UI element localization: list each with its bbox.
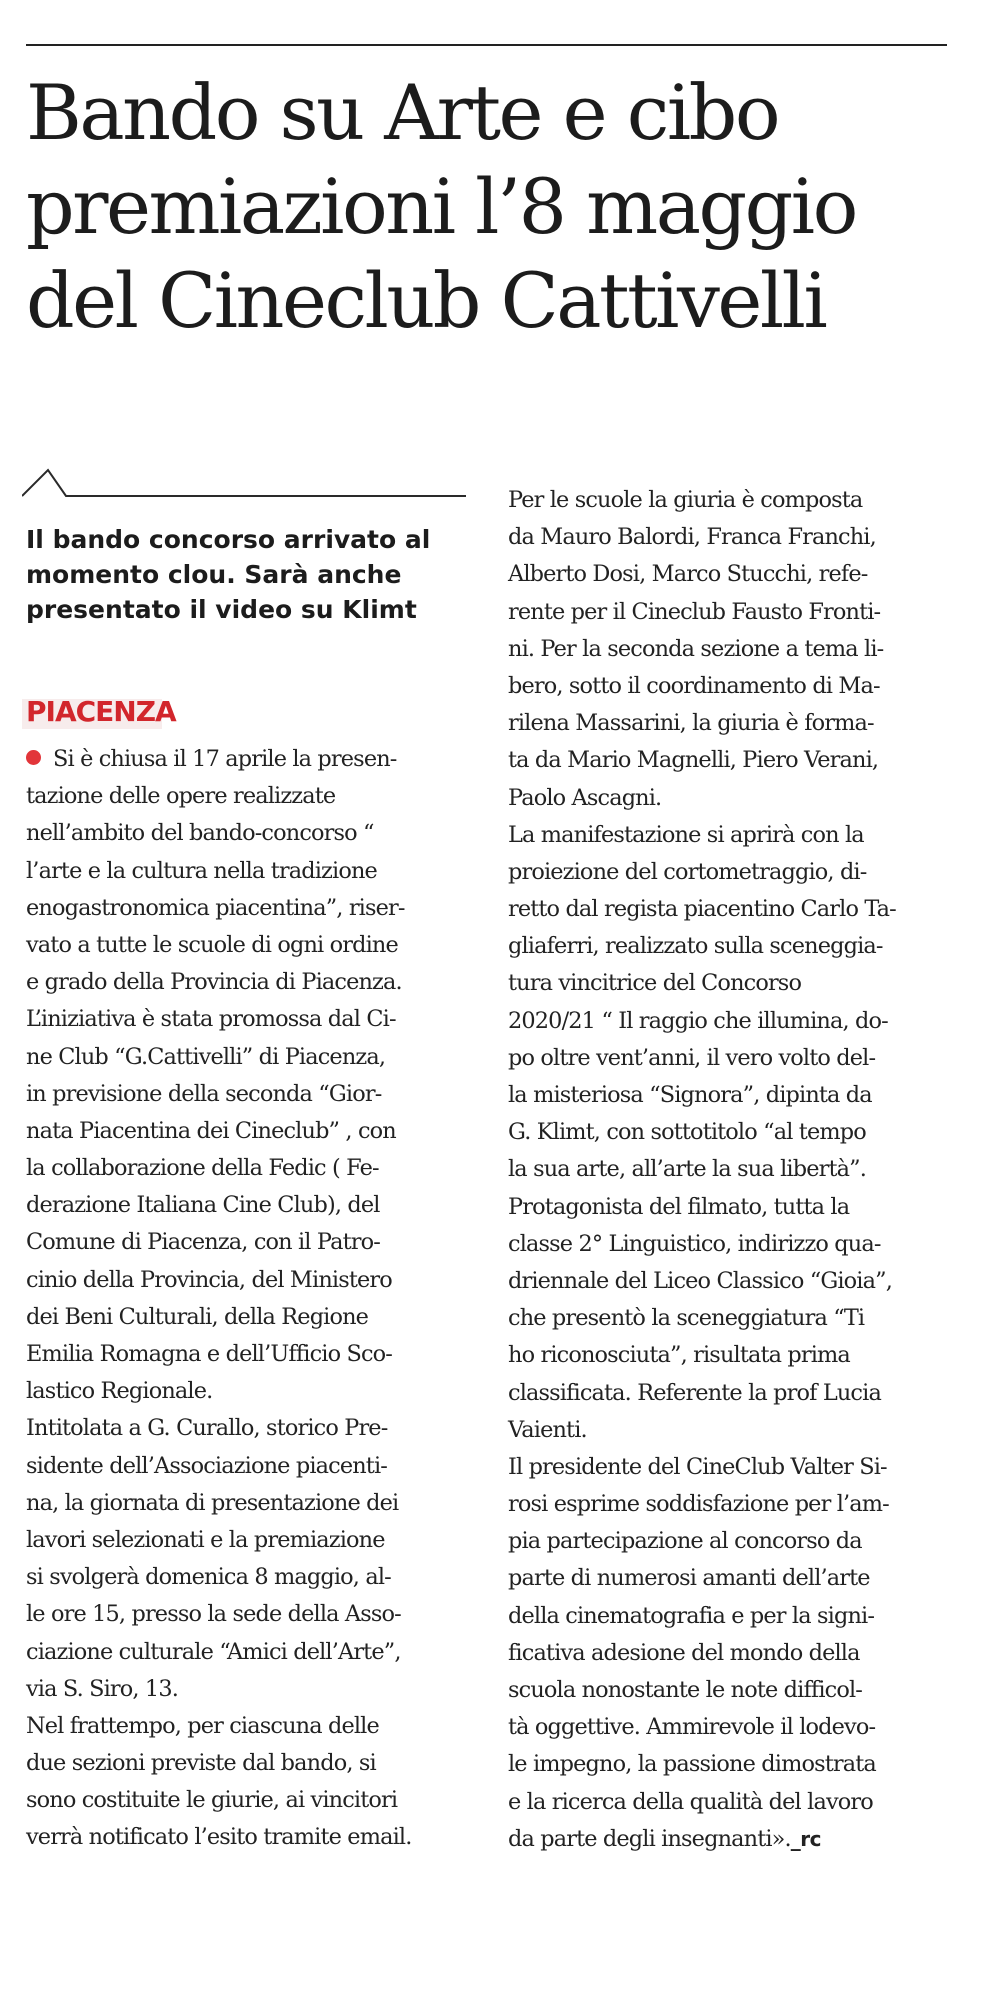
text-line-content: classificata. Referente la prof Lucia	[508, 1379, 881, 1406]
text-line-content: Emilia Romagna e dell’Ufficio Sco-	[26, 1341, 392, 1367]
text-line-content: lastico Regionale.	[26, 1378, 213, 1405]
text-line-content: 2020/21 “ Il raggio che illumina, do-	[508, 1007, 888, 1034]
text-line	[26, 1113, 468, 1150]
text-line	[26, 815, 468, 852]
text-line-content: ne Club “G.Cattivelli” di Piacenza,	[26, 1043, 386, 1070]
text-line	[26, 1522, 468, 1559]
text-line	[508, 519, 948, 556]
text-line-content: cinio della Provincia, del Ministero	[26, 1266, 392, 1293]
text-line	[26, 1299, 468, 1336]
text-line	[508, 1151, 948, 1188]
text-line	[26, 1485, 468, 1522]
text-line-content: sidente dell’Associazione piacenti-	[26, 1452, 387, 1479]
text-line-content: Per le scuole la giuria è composta	[508, 487, 863, 513]
text-line	[508, 965, 948, 1002]
text-line-content: tà oggettive. Ammirevole il lodevo-	[508, 1714, 876, 1741]
headline	[26, 66, 966, 348]
text-line-content: due sezioni previste dal bando, si	[26, 1750, 376, 1777]
text-line-content: L’iniziativa è stata promossa dal Ci-	[26, 1006, 396, 1033]
text-line-content: Paolo Ascagni.	[508, 784, 662, 811]
text-line-content: ta da Mario Magnelli, Piero Verani,	[508, 747, 879, 774]
text-line-content: via S. Siro, 13.	[26, 1675, 178, 1702]
text-line-content: le impegno, la passione dimostrata	[508, 1751, 876, 1778]
text-line	[508, 668, 948, 705]
text-line-content: nell’ambito del bando-concorso “	[26, 820, 374, 847]
text-line-content: rente per il Cineclub Fausto Fronti-	[508, 598, 881, 625]
text-line-content: derazione Italiana Cine Club), del	[26, 1192, 380, 1219]
subtitle-line: Il bando concorso arrivato al	[26, 525, 431, 554]
text-line	[508, 1635, 948, 1672]
text-line-content: la misteriosa “Signora”, dipinta da	[508, 1082, 872, 1108]
text-line	[26, 1187, 468, 1224]
headline-line: del Cineclub Cattivelli	[26, 256, 826, 345]
text-line	[508, 1746, 948, 1783]
text-line-content: Protagonista del filmato, tutta la	[508, 1193, 850, 1220]
text-line	[508, 1003, 948, 1040]
text-line-content: bero, sotto il coordinamento di Ma-	[508, 672, 880, 699]
text-line-content: la sua arte, all’arte la sua libertà”.	[508, 1156, 866, 1183]
text-line	[26, 1745, 468, 1782]
text-line-content: rilena Massarini, la giuria è forma-	[508, 710, 874, 737]
text-line-content: e la ricerca della qualità del lavoro	[508, 1788, 873, 1815]
text-line-content: classe 2° Linguistico, indirizzo qua-	[508, 1230, 881, 1257]
text-line	[26, 1671, 468, 1708]
text-line	[508, 928, 948, 965]
text-line	[508, 1523, 948, 1560]
text-line	[508, 891, 948, 928]
text-line-content: rosi esprime soddisfazione per l’am-	[508, 1491, 889, 1518]
text-line-content: gliaferri, realizzato sulla sceneggia-	[508, 933, 883, 960]
text-line	[26, 1708, 468, 1745]
decorative-rule-icon	[22, 462, 466, 502]
text-line-content: lavori selezionati e la premiazione	[26, 1526, 385, 1553]
text-line-content: vato a tutte le scuole di ogni ordine	[26, 931, 398, 958]
text-line	[508, 1784, 948, 1821]
text-line-content: da parte degli insegnanti».	[508, 1825, 791, 1852]
text-line-content: G. Klimt, con sottotitolo “al tempo	[508, 1119, 866, 1146]
text-line	[508, 1040, 948, 1077]
text-line	[508, 1300, 948, 1337]
text-line	[26, 1262, 468, 1299]
top-rule	[26, 44, 947, 46]
text-line	[508, 817, 948, 854]
text-line-content: si svolgerà domenica 8 maggio, al-	[26, 1564, 391, 1591]
text-line-content: tazione delle opere realizzate	[26, 783, 336, 810]
text-line-content: in previsione della seconda “Gior-	[26, 1080, 382, 1107]
text-line	[508, 556, 948, 593]
text-line-content: verrà notificato l’esito tramite email.	[26, 1824, 412, 1851]
text-line	[26, 1076, 468, 1113]
text-line	[508, 1709, 948, 1746]
text-line	[508, 1412, 948, 1449]
text-line-content: Intitolata a G. Curallo, storico Pre-	[26, 1415, 388, 1442]
text-line-content: Si è chiusa il 17 aprile la presen-	[53, 746, 397, 772]
text-line	[508, 854, 948, 891]
text-line	[26, 1150, 468, 1187]
text-line	[508, 1337, 948, 1374]
text-line-content: nata Piacentina dei Cineclub” , con	[26, 1117, 396, 1144]
red-dot-icon	[26, 750, 41, 765]
text-line	[26, 964, 468, 1001]
text-line	[508, 705, 948, 742]
text-line	[26, 1559, 468, 1596]
text-line-content: le ore 15, presso la sede della Asso-	[26, 1601, 401, 1628]
left-column	[26, 741, 468, 1857]
subtitle-line: momento clou. Sarà anche	[26, 560, 402, 589]
text-line	[508, 780, 948, 817]
text-line-content: ni. Per la seconda sezione a tema li-	[508, 635, 884, 662]
text-line-content: parte di numerosi amanti dell’arte	[508, 1565, 870, 1592]
text-line-content: La manifestazione si aprirà con la	[508, 821, 864, 848]
text-line-content: che presentò la sceneggiatura “Ti	[508, 1305, 865, 1332]
text-line	[26, 1448, 468, 1485]
text-line	[508, 482, 948, 519]
text-line-content: della cinematografia e per la signi-	[508, 1602, 875, 1629]
right-column	[508, 482, 948, 1858]
text-line-content: ciazione culturale “Amici dell’Arte”,	[26, 1638, 401, 1665]
text-line-content: la collaborazione della Fedic ( Fe-	[26, 1155, 379, 1182]
text-line	[508, 742, 948, 779]
text-line	[26, 1039, 468, 1076]
text-line-content: driennale del Liceo Classico “Gioia”,	[508, 1267, 892, 1294]
text-line	[26, 1373, 468, 1410]
text-line	[26, 1782, 468, 1819]
text-line-content: sono costituite le giurie, ai vincitori	[26, 1787, 398, 1814]
text-line-content: Nel frattempo, per ciascuna delle	[26, 1712, 379, 1739]
subtitle	[26, 522, 466, 627]
text-line-content: proiezione del cortometraggio, di-	[508, 858, 867, 885]
text-line	[26, 741, 468, 778]
text-line	[26, 927, 468, 964]
subtitle-line: presentato il video su Klimt	[26, 595, 417, 624]
text-line	[508, 1375, 948, 1412]
text-line	[26, 1596, 468, 1633]
text-line	[26, 778, 468, 815]
text-line	[26, 1410, 468, 1447]
kicker-location: PIACENZA	[26, 695, 176, 728]
text-line-content: ho riconosciuta”, risultata prima	[508, 1342, 850, 1369]
text-line	[26, 1819, 468, 1856]
text-line-content: Alberto Dosi, Marco Stucchi, refe-	[508, 561, 868, 588]
text-line	[26, 853, 468, 890]
text-line	[508, 631, 948, 668]
text-line	[26, 1001, 468, 1038]
headline-line: Bando su Arte e cibo	[26, 68, 779, 157]
text-line	[508, 1486, 948, 1523]
text-line-content: po oltre vent’anni, il vero volto del-	[508, 1044, 876, 1071]
text-line	[508, 1560, 948, 1597]
text-line	[508, 1449, 948, 1486]
text-line-content: Comune di Piacenza, con il Patro-	[26, 1229, 380, 1256]
text-line-content: na, la giornata di presentazione dei	[26, 1489, 399, 1516]
text-line-content: Vaienti.	[508, 1416, 587, 1443]
text-line	[508, 1114, 948, 1151]
text-line-content: l’arte e la cultura nella tradizione	[26, 857, 377, 884]
text-line-content: Il presidente del CineClub Valter Si-	[508, 1453, 887, 1480]
text-line-content: da Mauro Balordi, Franca Franchi,	[508, 524, 876, 551]
text-line-content: dei Beni Culturali, della Regione	[26, 1303, 369, 1330]
text-line	[508, 1226, 948, 1263]
text-line	[508, 1821, 948, 1858]
text-line	[26, 890, 468, 927]
headline-line: premiazioni l’8 maggio	[26, 162, 856, 251]
text-line-content: tura vincitrice del Concorso	[508, 970, 802, 997]
text-line	[26, 1224, 468, 1261]
text-line	[508, 1077, 948, 1114]
text-line	[26, 1336, 468, 1373]
text-line-content: scuola nonostante le note difficol-	[508, 1677, 863, 1703]
text-line	[508, 1672, 948, 1709]
text-line-content: e grado della Provincia di Piacenza.	[26, 969, 402, 996]
author-signature: _rc	[790, 1826, 821, 1851]
text-line	[508, 1263, 948, 1300]
text-line	[508, 1598, 948, 1635]
text-line-content: retto dal regista piacentino Carlo Ta-	[508, 896, 896, 923]
text-line-content: pia partecipazione al concorso da	[508, 1528, 862, 1555]
text-line-content: ficativa adesione del mondo della	[508, 1639, 860, 1666]
text-line-content: enogastronomica piacentina”, riser-	[26, 894, 405, 921]
text-line	[508, 594, 948, 631]
text-line	[26, 1634, 468, 1671]
text-line	[508, 1189, 948, 1226]
